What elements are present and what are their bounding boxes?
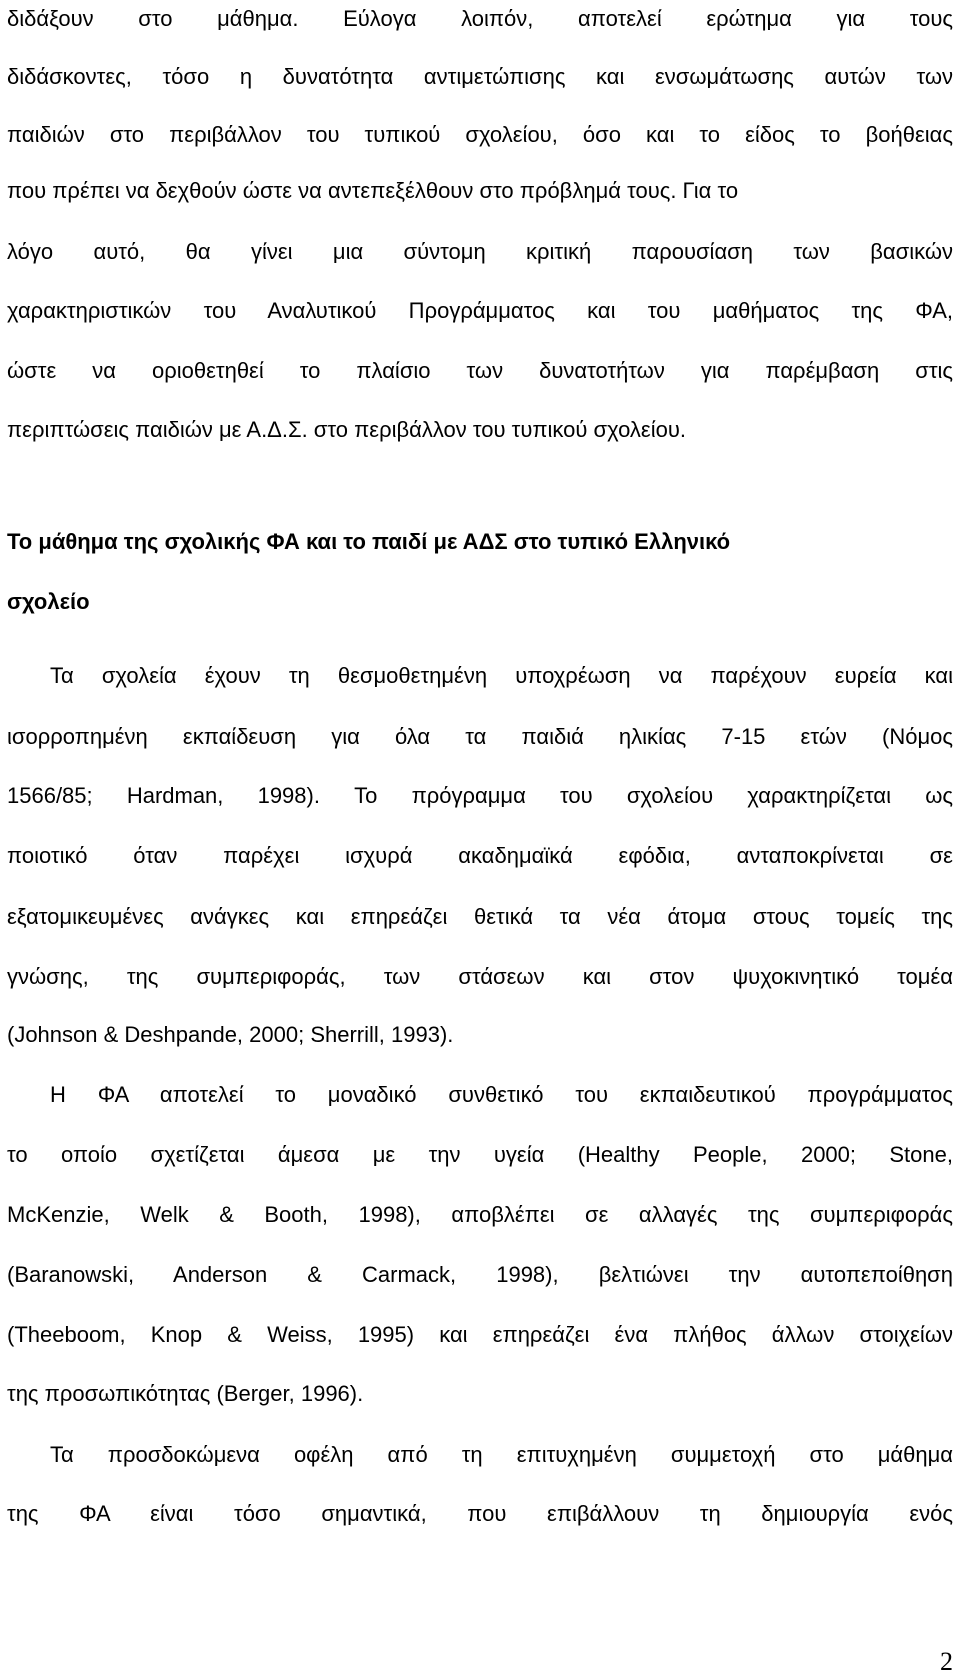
paragraph-line: της ΦΑ είναι τόσο σημαντικά, που επιβάλλουν τη δημιουργία ενός bbox=[7, 1501, 953, 1526]
paragraph-line: ώστε να οριοθετηθεί το πλαίσιο των δυνατοτήτων για παρέμβαση στις bbox=[7, 358, 953, 383]
paragraph-line: διδάξουν στο μάθημα. Εύλογα λοιπόν, αποτελεί ερώτημα για τους bbox=[7, 6, 953, 31]
paragraph-line: γνώσης, της συμπεριφοράς, των στάσεων και στον ψυχοκινητικό τομέα bbox=[7, 964, 953, 989]
section-heading: Το μάθημα της σχολικής ΦΑ και το παιδί με ΑΔΣ στο τυπικό Ελληνικό bbox=[7, 529, 731, 554]
paragraph-line: παιδιών στο περιβάλλον του τυπικού σχολείου, όσο και το είδος το βοήθειας bbox=[7, 122, 953, 147]
page-number: 2 bbox=[940, 1647, 953, 1676]
paragraph-line: ισορροπημένη εκπαίδευση για όλα τα παιδιά ηλικίας 7-15 ετών (Νόμος bbox=[7, 724, 953, 749]
paragraph-line: που πρέπει να δεχθούν ώστε να αντεπεξέλθουν στο πρόβλημά τους. Για το bbox=[7, 178, 739, 203]
paragraph-line: ποιοτικό όταν παρέχει ισχυρά ακαδημαϊκά εφόδια, ανταποκρίνεται σε bbox=[7, 843, 953, 868]
paragraph-line: Η ΦΑ αποτελεί το μοναδικό συνθετικό του εκπαιδευτικού προγράμματος bbox=[50, 1082, 953, 1107]
paragraph-line: McKenzie, Welk & Booth, 1998), αποβλέπει σε αλλαγές της συμπεριφοράς bbox=[7, 1202, 953, 1227]
section-heading: σχολείο bbox=[7, 589, 90, 614]
paragraph-line: Τα σχολεία έχουν τη θεσμοθετημένη υποχρέωση να παρέχουν ευρεία και bbox=[50, 663, 953, 688]
paragraph-line: διδάσκοντες, τόσο η δυνατότητα αντιμετώπισης και ενσωμάτωσης αυτών των bbox=[7, 64, 953, 89]
paragraph-line: το οποίο σχετίζεται άμεσα με την υγεία (Healthy People, 2000; Stone, bbox=[7, 1142, 953, 1167]
paragraph-line: (Baranowski, Anderson & Carmack, 1998), βελτιώνει την αυτοπεποίθηση bbox=[7, 1262, 953, 1287]
paragraph-line: Τα προσδοκώμενα οφέλη από τη επιτυχημένη συμμετοχή στο μάθημα bbox=[50, 1442, 953, 1467]
paragraph-line: 1566/85; Hardman, 1998). Το πρόγραμμα του σχολείου χαρακτηρίζεται ως bbox=[7, 783, 953, 808]
paragraph-line: (Johnson & Deshpande, 2000; Sherrill, 1993). bbox=[7, 1022, 454, 1047]
paragraph-line: περιπτώσεις παιδιών με Α.Δ.Σ. στο περιβάλλον του τυπικού σχολείου. bbox=[7, 417, 686, 442]
paragraph-line: λόγο αυτό, θα γίνει μια σύντομη κριτική παρουσίαση των βασικών bbox=[7, 239, 953, 264]
paragraph-line: χαρακτηριστικών του Αναλυτικού Προγράμματος και του μαθήματος της ΦΑ, bbox=[7, 298, 953, 323]
paragraph-line: (Theeboom, Knop & Weiss, 1995) και επηρεάζει ένα πλήθος άλλων στοιχείων bbox=[7, 1322, 953, 1347]
paragraph-line: της προσωπικότητας (Berger, 1996). bbox=[7, 1381, 364, 1406]
paragraph-line: εξατομικευμένες ανάγκες και επηρεάζει θετικά τα νέα άτομα στους τομείς της bbox=[7, 904, 953, 929]
